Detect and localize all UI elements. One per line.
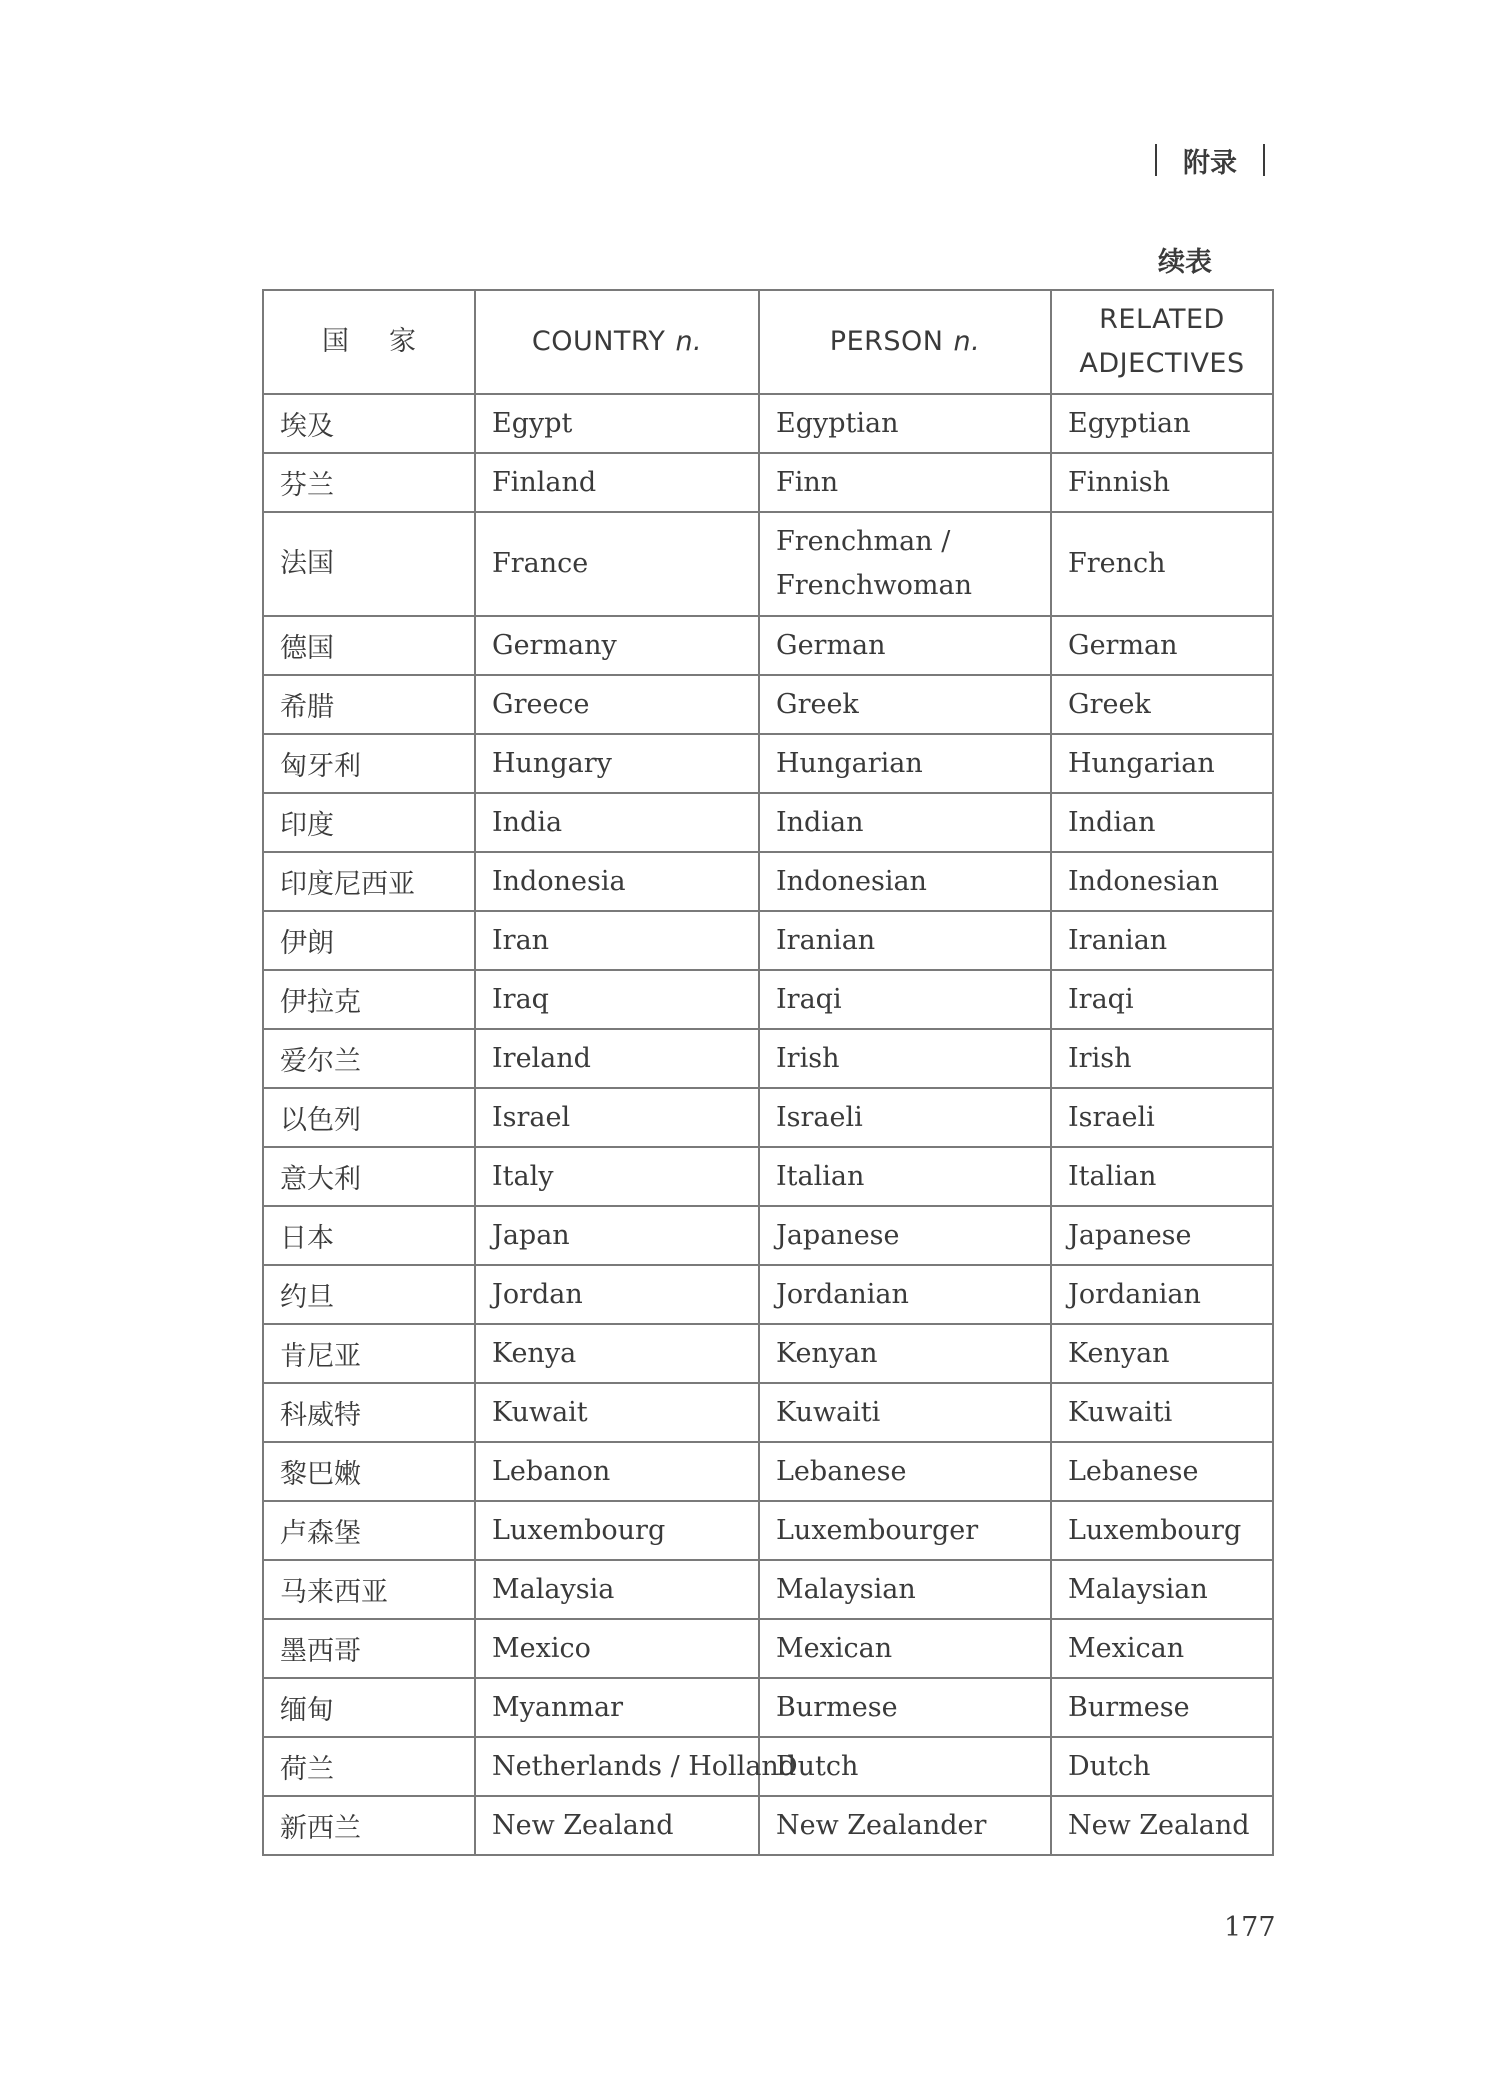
header-related-line1: RELATED xyxy=(1099,304,1225,335)
cell-person: New Zealander xyxy=(759,1796,1051,1855)
section-title: 附录 xyxy=(1183,147,1237,179)
cell-chinese: 埃及 xyxy=(263,394,475,453)
table-row xyxy=(263,1324,1273,1383)
cell-chinese: 法国 xyxy=(263,512,475,616)
cell-person: Iraqi xyxy=(759,970,1051,1029)
cell-country: Myanmar xyxy=(475,1678,759,1737)
cell-person: Greek xyxy=(759,675,1051,734)
cell-adjective: German xyxy=(1051,616,1273,675)
cell-country: Egypt xyxy=(475,394,759,453)
cell-country: Indonesia xyxy=(475,852,759,911)
cell-person: Italian xyxy=(759,1147,1051,1206)
cell-person: Indonesian xyxy=(759,852,1051,911)
cell-person: Kuwaiti xyxy=(759,1383,1051,1442)
cell-person-line2: Frenchwoman xyxy=(776,570,972,601)
header-related-line2: ADJECTIVES xyxy=(1079,348,1245,379)
cell-chinese: 伊朗 xyxy=(263,911,475,970)
cell-person: Indian xyxy=(759,793,1051,852)
header-person-label: PERSON xyxy=(829,326,944,357)
table-row xyxy=(263,1088,1273,1147)
cell-person: Malaysian xyxy=(759,1560,1051,1619)
cell-chinese: 伊拉克 xyxy=(263,970,475,1029)
cell-adjective: French xyxy=(1051,512,1273,616)
cell-chinese: 印度 xyxy=(263,793,475,852)
cell-person: Iranian xyxy=(759,911,1051,970)
cell-country: France xyxy=(475,512,759,616)
cell-chinese: 芬兰 xyxy=(263,453,475,512)
cell-person: Jordanian xyxy=(759,1265,1051,1324)
cell-country: India xyxy=(475,793,759,852)
cell-chinese: 马来西亚 xyxy=(263,1560,475,1619)
cell-adjective: Indian xyxy=(1051,793,1273,852)
cell-adjective: Burmese xyxy=(1051,1678,1273,1737)
cell-adjective: Iranian xyxy=(1051,911,1273,970)
cell-person: Israeli xyxy=(759,1088,1051,1147)
cell-country: Hungary xyxy=(475,734,759,793)
cell-person: Hungarian xyxy=(759,734,1051,793)
cell-adjective: Iraqi xyxy=(1051,970,1273,1029)
cell-adjective: New Zealand xyxy=(1051,1796,1273,1855)
cell-adjective: Kenyan xyxy=(1051,1324,1273,1383)
cell-adjective: Italian xyxy=(1051,1147,1273,1206)
cell-person: German xyxy=(759,616,1051,675)
cell-person: Egyptian xyxy=(759,394,1051,453)
cell-country: Ireland xyxy=(475,1029,759,1088)
cell-person: Kenyan xyxy=(759,1324,1051,1383)
table-row xyxy=(263,1383,1273,1442)
table-row xyxy=(263,1147,1273,1206)
table-row xyxy=(263,1206,1273,1265)
header-country-label: COUNTRY xyxy=(531,326,666,357)
cell-country: Kenya xyxy=(475,1324,759,1383)
table-row xyxy=(263,1442,1273,1501)
cell-adjective: Irish xyxy=(1051,1029,1273,1088)
cell-person: Luxembourger xyxy=(759,1501,1051,1560)
cell-country: Kuwait xyxy=(475,1383,759,1442)
cell-country: Iran xyxy=(475,911,759,970)
table-row xyxy=(263,734,1273,793)
cell-person: Burmese xyxy=(759,1678,1051,1737)
cell-country: Greece xyxy=(475,675,759,734)
cell-country: Netherlands / Holland xyxy=(475,1737,759,1796)
cell-person: Finn xyxy=(759,453,1051,512)
cell-adjective: Japanese xyxy=(1051,1206,1273,1265)
cell-chinese: 墨西哥 xyxy=(263,1619,475,1678)
table-continued-label: 续表 xyxy=(1158,247,1212,278)
cell-adjective: Malaysian xyxy=(1051,1560,1273,1619)
table-row xyxy=(263,1560,1273,1619)
table-row xyxy=(263,453,1273,512)
cell-chinese: 希腊 xyxy=(263,675,475,734)
cell-country: Germany xyxy=(475,616,759,675)
cell-chinese: 缅甸 xyxy=(263,1678,475,1737)
header-zh-left: 国 xyxy=(322,326,349,357)
cell-adjective: Indonesian xyxy=(1051,852,1273,911)
cell-person: Japanese xyxy=(759,1206,1051,1265)
cell-person: Dutch xyxy=(759,1737,1051,1796)
cell-country: Lebanon xyxy=(475,1442,759,1501)
cell-person: Lebanese xyxy=(759,1442,1051,1501)
table-row xyxy=(263,1265,1273,1324)
cell-chinese: 肯尼亚 xyxy=(263,1324,475,1383)
cell-chinese: 印度尼西亚 xyxy=(263,852,475,911)
cell-country: Italy xyxy=(475,1147,759,1206)
cell-person xyxy=(759,512,1051,616)
cell-adjective: Egyptian xyxy=(1051,394,1273,453)
table-row xyxy=(263,675,1273,734)
table-row xyxy=(263,394,1273,453)
cell-country: Israel xyxy=(475,1088,759,1147)
cell-chinese: 意大利 xyxy=(263,1147,475,1206)
table-row xyxy=(263,852,1273,911)
cell-adjective: Dutch xyxy=(1051,1737,1273,1796)
header-chinese-country xyxy=(263,290,475,394)
cell-country: Luxembourg xyxy=(475,1501,759,1560)
table-row xyxy=(263,911,1273,970)
cell-chinese: 荷兰 xyxy=(263,1737,475,1796)
table-row xyxy=(263,1737,1273,1796)
cell-country: Iraq xyxy=(475,970,759,1029)
cell-chinese: 爱尔兰 xyxy=(263,1029,475,1088)
table-row xyxy=(263,1029,1273,1088)
cell-adjective: Lebanese xyxy=(1051,1442,1273,1501)
country-nationality-table xyxy=(262,289,1274,1856)
table-row xyxy=(263,793,1273,852)
cell-adjective: Kuwaiti xyxy=(1051,1383,1273,1442)
cell-chinese: 日本 xyxy=(263,1206,475,1265)
cell-chinese: 新西兰 xyxy=(263,1796,475,1855)
cell-country: Japan xyxy=(475,1206,759,1265)
cell-adjective: Mexican xyxy=(1051,1619,1273,1678)
cell-person: Irish xyxy=(759,1029,1051,1088)
cell-chinese: 德国 xyxy=(263,616,475,675)
header-left-bar xyxy=(1155,144,1157,176)
cell-chinese: 卢森堡 xyxy=(263,1501,475,1560)
cell-country: Finland xyxy=(475,453,759,512)
header-person xyxy=(759,290,1051,394)
header-related-adjectives xyxy=(1051,290,1273,394)
header-country-pos: n. xyxy=(675,326,703,357)
cell-person-line1: Frenchman / xyxy=(776,526,951,557)
running-header xyxy=(1155,140,1265,180)
cell-chinese: 以色列 xyxy=(263,1088,475,1147)
header-person-pos: n. xyxy=(953,326,981,357)
cell-adjective: Israeli xyxy=(1051,1088,1273,1147)
cell-adjective: Jordanian xyxy=(1051,1265,1273,1324)
table-row xyxy=(263,1796,1273,1855)
cell-country: Jordan xyxy=(475,1265,759,1324)
table-row xyxy=(263,1619,1273,1678)
cell-chinese: 科威特 xyxy=(263,1383,475,1442)
cell-country: New Zealand xyxy=(475,1796,759,1855)
table-header-row xyxy=(263,290,1273,394)
cell-chinese: 匈牙利 xyxy=(263,734,475,793)
cell-adjective: Greek xyxy=(1051,675,1273,734)
table-row xyxy=(263,1678,1273,1737)
cell-adjective: Hungarian xyxy=(1051,734,1273,793)
cell-country: Malaysia xyxy=(475,1560,759,1619)
table-row xyxy=(263,616,1273,675)
cell-country: Mexico xyxy=(475,1619,759,1678)
cell-adjective: Luxembourg xyxy=(1051,1501,1273,1560)
cell-chinese: 黎巴嫩 xyxy=(263,1442,475,1501)
table-row xyxy=(263,1501,1273,1560)
page-number: 177 xyxy=(1224,1912,1276,1943)
cell-chinese: 约旦 xyxy=(263,1265,475,1324)
header-right-bar xyxy=(1263,144,1265,176)
cell-adjective: Finnish xyxy=(1051,453,1273,512)
cell-person: Mexican xyxy=(759,1619,1051,1678)
header-zh-right: 家 xyxy=(389,326,416,357)
table-row xyxy=(263,970,1273,1029)
table-row xyxy=(263,512,1273,616)
header-country xyxy=(475,290,759,394)
